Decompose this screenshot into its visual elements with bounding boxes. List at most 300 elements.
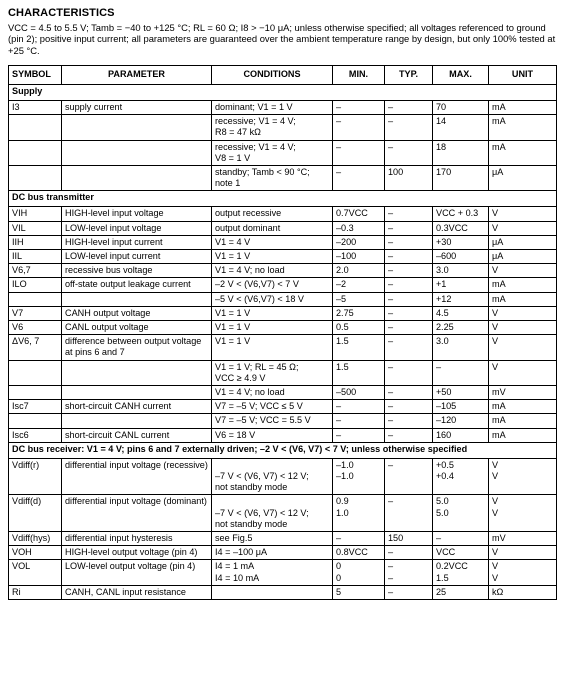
min-line: 2.0 <box>336 265 349 276</box>
max-line: 18 <box>436 141 447 152</box>
typ-line: – <box>388 322 394 333</box>
min-cell <box>333 115 385 140</box>
conditions-line: R8 = 47 kΩ <box>215 127 261 138</box>
unit-cell <box>489 335 557 360</box>
max-line: 160 <box>436 429 452 440</box>
table-row <box>9 250 557 264</box>
symbol-cell: VIL <box>9 221 62 235</box>
min-line: – <box>336 415 342 426</box>
unit-cell <box>489 166 557 191</box>
header-min: MIN. <box>333 66 385 85</box>
typ-line: – <box>388 572 394 583</box>
symbol-cell: VOL <box>9 560 62 585</box>
typ-cell <box>385 166 433 191</box>
conditions-cell <box>212 400 333 414</box>
typ-cell <box>385 360 433 385</box>
conditions-cell <box>212 414 333 428</box>
max-cell <box>433 235 489 249</box>
header-row <box>9 66 557 85</box>
min-line: 1.5 <box>336 361 349 372</box>
unit-line: mA <box>492 293 506 304</box>
unit-line: mA <box>492 415 506 426</box>
min-cell <box>333 360 385 385</box>
conditions-line: V1 = 4 V; no load <box>215 387 285 398</box>
unit-cell <box>489 458 557 495</box>
typ-cell <box>385 546 433 560</box>
min-cell <box>333 306 385 320</box>
conditions-cell <box>212 101 333 115</box>
unit-line: μA <box>492 251 504 262</box>
typ-line: – <box>388 279 394 290</box>
typ-cell <box>385 278 433 292</box>
unit-cell <box>489 140 557 165</box>
unit-cell <box>489 495 557 532</box>
max-line: – <box>436 361 442 372</box>
conditions-line: VCC ≥ 4.9 V <box>215 372 266 383</box>
table-row <box>9 428 557 442</box>
min-line: 0.9 <box>336 496 349 507</box>
conditions-cell <box>212 560 333 585</box>
typ-line: – <box>388 496 394 507</box>
unit-line: V <box>492 572 499 583</box>
conditions-line: –7 V < (V6, V7) < 12 V; <box>215 471 309 482</box>
conditions-line: not standby mode <box>215 482 288 493</box>
max-line: +0.4 <box>436 471 454 482</box>
unit-cell <box>489 235 557 249</box>
min-line: 2.75 <box>336 307 354 318</box>
characteristics-table <box>8 65 557 600</box>
typ-cell <box>385 414 433 428</box>
conditions-line: note 1 <box>215 178 241 189</box>
section-heading: DC bus transmitter <box>9 191 557 207</box>
conditions-cell <box>212 585 333 599</box>
unit-cell <box>489 207 557 221</box>
min-line: –1.0 <box>336 471 354 482</box>
min-line: 0 <box>336 561 342 572</box>
parameter-cell: LOW-level input current <box>62 250 212 264</box>
header-typ: TYP. <box>385 66 433 85</box>
typ-line: – <box>388 141 394 152</box>
unit-line: kΩ <box>492 586 504 597</box>
min-line: – <box>336 102 342 112</box>
min-cell <box>333 532 385 546</box>
conditions-line: V8 = 1 V <box>215 152 251 163</box>
max-line: 3.0 <box>436 336 449 347</box>
typ-line: – <box>388 401 394 412</box>
max-cell <box>433 400 489 414</box>
symbol-cell: Ri <box>9 585 62 599</box>
unit-line: V <box>492 561 499 572</box>
table-row <box>9 546 557 560</box>
max-line: 2.25 <box>436 322 454 333</box>
max-line: VCC <box>436 547 456 558</box>
parameter-cell: HIGH-level output voltage (pin 4) <box>62 546 212 560</box>
min-cell <box>333 207 385 221</box>
min-cell <box>333 458 385 495</box>
typ-cell <box>385 101 433 115</box>
typ-cell <box>385 250 433 264</box>
unit-cell <box>489 306 557 320</box>
conditions-cell <box>212 386 333 400</box>
min-line: 5 <box>336 586 342 597</box>
symbol-cell <box>9 360 62 385</box>
conditions-line: standby; Tamb < 90 °C; <box>215 167 310 178</box>
max-line: 4.5 <box>436 307 449 318</box>
conditions-cell <box>212 292 333 306</box>
conditions-line: V1 = 4 V; no load <box>215 265 285 276</box>
unit-line: mV <box>492 533 506 544</box>
conditions-line: output recessive <box>215 208 282 219</box>
conditions-line <box>215 496 329 507</box>
max-line: 25 <box>436 586 447 597</box>
section-title: CHARACTERISTICS <box>8 7 115 19</box>
conditions-line: V1 = 1 V <box>215 322 251 333</box>
table-row <box>9 166 557 191</box>
unit-cell <box>489 264 557 278</box>
max-line: –600 <box>436 251 457 262</box>
unit-line: V <box>492 507 499 518</box>
typ-line: – <box>388 561 394 572</box>
min-cell <box>333 321 385 335</box>
min-cell <box>333 250 385 264</box>
min-cell <box>333 414 385 428</box>
table-row <box>9 221 557 235</box>
unit-line: V <box>492 459 499 470</box>
max-cell <box>433 495 489 532</box>
max-cell <box>433 335 489 360</box>
typ-cell <box>385 292 433 306</box>
unit-line: V <box>492 471 499 482</box>
max-cell <box>433 306 489 320</box>
typ-cell <box>385 428 433 442</box>
symbol-cell: V6,7 <box>9 264 62 278</box>
unit-cell <box>489 532 557 546</box>
conditions-line: –7 V < (V6, V7) < 12 V; <box>215 507 309 518</box>
header-parameter: PARAMETER <box>62 66 212 85</box>
unit-line: V <box>492 307 499 318</box>
typ-cell <box>385 235 433 249</box>
table-row <box>9 115 557 140</box>
typ-line: – <box>388 307 394 318</box>
typ-cell <box>385 585 433 599</box>
conditions-cell <box>212 458 333 495</box>
table-row <box>9 585 557 599</box>
min-line: –5 <box>336 293 347 304</box>
header-unit: UNIT <box>489 66 557 85</box>
max-cell <box>433 321 489 335</box>
conditions-line: I4 = 10 mA <box>215 572 260 583</box>
conditions-line: V1 = 1 V <box>215 336 251 347</box>
max-line: +12 <box>436 293 452 304</box>
max-cell <box>433 546 489 560</box>
parameter-cell <box>62 140 212 165</box>
typ-cell <box>385 140 433 165</box>
conditions-line: output dominant <box>215 222 281 233</box>
conditions-line: V1 = 1 V <box>215 251 251 262</box>
max-cell <box>433 360 489 385</box>
parameter-cell: short-circuit CANL current <box>62 428 212 442</box>
conditions-cell <box>212 321 333 335</box>
unit-line: mA <box>492 141 506 152</box>
table-row <box>9 278 557 292</box>
table-row <box>9 264 557 278</box>
typ-cell <box>385 400 433 414</box>
min-cell <box>333 278 385 292</box>
typ-line: 150 <box>388 533 404 544</box>
parameter-cell: differential input voltage (dominant) <box>62 495 212 532</box>
table-body <box>9 85 557 600</box>
unit-line: V <box>492 222 499 233</box>
symbol-cell: Vdiff(hys) <box>9 532 62 546</box>
conditions-line: I4 = –100 μA <box>215 547 268 558</box>
conditions-line: V1 = 4 V <box>215 236 251 247</box>
min-cell <box>333 560 385 585</box>
typ-cell <box>385 495 433 532</box>
min-line: – <box>336 167 342 178</box>
typ-line: – <box>388 415 394 426</box>
min-line: – <box>336 533 342 544</box>
symbol-cell: ΔV6, 7 <box>9 335 62 360</box>
table-row <box>9 458 557 495</box>
max-line: 70 <box>436 102 447 112</box>
symbol-cell: VOH <box>9 546 62 560</box>
max-cell <box>433 560 489 585</box>
conditions-line: not standby mode <box>215 518 288 529</box>
symbol-cell <box>9 292 62 306</box>
typ-cell <box>385 115 433 140</box>
max-line: 1.5 <box>436 572 449 583</box>
max-line: +50 <box>436 387 452 398</box>
conditions-line: V7 = –5 V; VCC ≤ 5 V <box>215 401 303 412</box>
parameter-cell: HIGH-level input voltage <box>62 207 212 221</box>
header-max: MAX. <box>433 66 489 85</box>
symbol-cell: Isc6 <box>9 428 62 442</box>
max-cell <box>433 532 489 546</box>
conditions-line: see Fig.5 <box>215 533 253 544</box>
typ-line: – <box>388 336 394 347</box>
min-line: – <box>336 429 342 440</box>
typ-line <box>388 471 429 482</box>
unit-line: mA <box>492 116 506 127</box>
min-cell <box>333 292 385 306</box>
typ-cell <box>385 221 433 235</box>
min-cell <box>333 585 385 599</box>
conditions-cell <box>212 278 333 292</box>
section-header-row <box>9 442 557 458</box>
unit-cell <box>489 546 557 560</box>
unit-line: mA <box>492 429 506 440</box>
symbol-cell <box>9 414 62 428</box>
unit-cell <box>489 115 557 140</box>
table-row <box>9 495 557 532</box>
conditions-cell <box>212 428 333 442</box>
unit-line: mA <box>492 102 506 112</box>
conditions-cell <box>212 495 333 532</box>
conditions-line: –5 V < (V6,V7) < 18 V <box>215 293 304 304</box>
max-cell <box>433 264 489 278</box>
typ-cell <box>385 335 433 360</box>
unit-cell <box>489 386 557 400</box>
table-row <box>9 335 557 360</box>
unit-line: V <box>492 265 499 276</box>
unit-cell <box>489 585 557 599</box>
unit-cell <box>489 360 557 385</box>
min-line: – <box>336 401 342 412</box>
symbol-cell: I3 <box>9 101 62 115</box>
typ-cell <box>385 207 433 221</box>
table-row <box>9 207 557 221</box>
min-cell <box>333 400 385 414</box>
symbol-cell <box>9 386 62 400</box>
symbol-cell: IIH <box>9 235 62 249</box>
max-line: VCC + 0.3 <box>436 208 479 219</box>
table-row <box>9 321 557 335</box>
unit-line: mA <box>492 401 506 412</box>
parameter-cell <box>62 414 212 428</box>
conditions-cell <box>212 264 333 278</box>
unit-cell <box>489 292 557 306</box>
parameter-cell: LOW-level output voltage (pin 4) <box>62 560 212 585</box>
symbol-cell: IIL <box>9 250 62 264</box>
typ-cell <box>385 386 433 400</box>
table-row <box>9 386 557 400</box>
unit-line: V <box>492 361 499 372</box>
parameter-cell: differential input hysteresis <box>62 532 212 546</box>
typ-line: – <box>388 251 394 262</box>
min-cell <box>333 264 385 278</box>
min-line: 0.7VCC <box>336 208 368 219</box>
parameter-cell: off-state output leakage current <box>62 278 212 292</box>
unit-cell <box>489 428 557 442</box>
parameter-cell: LOW-level input voltage <box>62 221 212 235</box>
conditions-cell <box>212 360 333 385</box>
typ-line <box>388 508 429 519</box>
max-cell <box>433 428 489 442</box>
max-line: – <box>436 533 442 544</box>
section-heading: Supply <box>9 85 557 101</box>
unit-line: mA <box>492 279 506 290</box>
parameter-cell: CANL output voltage <box>62 321 212 335</box>
max-cell <box>433 292 489 306</box>
typ-line: – <box>388 361 394 372</box>
parameter-cell: differential input voltage (recessive) <box>62 458 212 495</box>
max-line: 3.0 <box>436 265 449 276</box>
min-cell <box>333 221 385 235</box>
max-cell <box>433 458 489 495</box>
symbol-cell <box>9 115 62 140</box>
conditions-cell <box>212 335 333 360</box>
symbol-cell: Vdiff(d) <box>9 495 62 532</box>
parameter-cell <box>62 386 212 400</box>
section-header-row <box>9 85 557 101</box>
conditions-cell <box>212 532 333 546</box>
unit-line: μA <box>492 167 504 178</box>
section-header-row <box>9 191 557 207</box>
max-line: 5.0 <box>436 507 449 518</box>
unit-line: V <box>492 208 499 219</box>
typ-line: – <box>388 236 394 247</box>
conditions-line: –2 V < (V6,V7) < 7 V <box>215 279 299 290</box>
max-cell <box>433 278 489 292</box>
min-line: –0.3 <box>336 222 354 233</box>
min-cell <box>333 335 385 360</box>
table-row <box>9 560 557 585</box>
max-cell <box>433 250 489 264</box>
min-line: –100 <box>336 251 357 262</box>
conditions-cell <box>212 207 333 221</box>
min-line: 0.5 <box>336 322 349 333</box>
symbol-cell: V7 <box>9 306 62 320</box>
max-cell <box>433 221 489 235</box>
parameter-cell: recessive bus voltage <box>62 264 212 278</box>
conditions-cell <box>212 546 333 560</box>
min-line: –500 <box>336 387 357 398</box>
parameter-cell: CANH output voltage <box>62 306 212 320</box>
min-line: 1.5 <box>336 336 349 347</box>
max-cell <box>433 166 489 191</box>
typ-line: – <box>388 116 394 127</box>
typ-line: – <box>388 222 394 233</box>
typ-line: – <box>388 265 394 276</box>
table-row <box>9 532 557 546</box>
typ-line: – <box>388 208 394 219</box>
parameter-cell <box>62 292 212 306</box>
unit-cell <box>489 400 557 414</box>
table-row <box>9 414 557 428</box>
parameter-cell <box>62 166 212 191</box>
symbol-cell <box>9 166 62 191</box>
unit-line: V <box>492 322 499 333</box>
table-row <box>9 306 557 320</box>
parameter-cell: CANH, CANL input resistance <box>62 585 212 599</box>
table-row <box>9 235 557 249</box>
table-row <box>9 101 557 115</box>
max-cell <box>433 101 489 115</box>
unit-cell <box>489 101 557 115</box>
section-heading: DC bus receiver: V1 = 4 V; pins 6 and 7 externally driven; –2 V < (V6, V7) < 7 V; unless otherwise specified <box>9 442 557 458</box>
min-line: –1.0 <box>336 459 354 470</box>
min-cell <box>333 428 385 442</box>
conditions-line: V1 = 1 V <box>215 307 251 318</box>
table-row <box>9 140 557 165</box>
table-row <box>9 292 557 306</box>
table-row <box>9 400 557 414</box>
unit-line: V <box>492 496 499 507</box>
unit-cell <box>489 414 557 428</box>
symbol-cell: ILO <box>9 278 62 292</box>
max-cell <box>433 207 489 221</box>
typ-line: – <box>388 387 394 398</box>
min-line: – <box>336 116 342 127</box>
symbol-cell: Vdiff(r) <box>9 458 62 495</box>
typ-line: – <box>388 429 394 440</box>
conditions-cell <box>212 235 333 249</box>
symbol-cell: VIH <box>9 207 62 221</box>
unit-cell <box>489 221 557 235</box>
conditions-line: V1 = 1 V; RL = 45 Ω; <box>215 361 299 372</box>
conditions-line <box>215 587 329 598</box>
unit-cell <box>489 250 557 264</box>
min-cell <box>333 546 385 560</box>
max-line: –120 <box>436 415 457 426</box>
min-cell <box>333 235 385 249</box>
conditions-line <box>215 460 329 471</box>
conditions-line: I4 = 1 mA <box>215 561 255 572</box>
min-cell <box>333 101 385 115</box>
conditions-cell <box>212 166 333 191</box>
conditions-line: recessive; V1 = 4 V; <box>215 116 296 127</box>
parameter-cell: supply current <box>62 101 212 115</box>
